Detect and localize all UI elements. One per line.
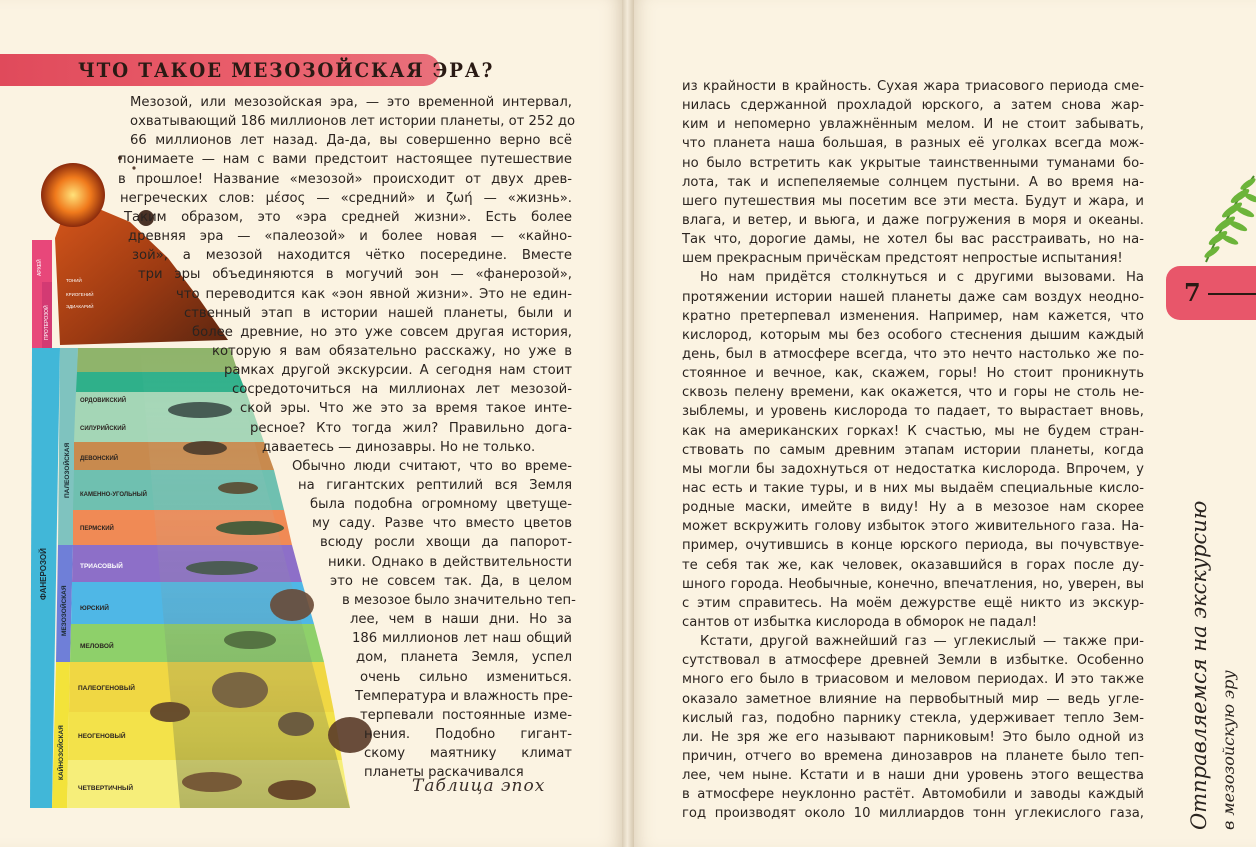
chart-caption: Таблица эпох <box>412 776 546 796</box>
right-text-line: зыблемы, и уровень кислорода то падает, то вырастает вновь, <box>682 404 1144 420</box>
left-text-line: му саду. Разве что вместо цветов <box>312 516 572 532</box>
page-number: 7 <box>1184 278 1201 307</box>
right-text-line: родные маски, имейте в виду! Ну а в мезозое нам скорее <box>682 500 1144 516</box>
upper-label-2: ЭДИАКАРИЙ <box>66 304 94 309</box>
left-text-line: всюду росли хвощи да папорот- <box>320 535 572 551</box>
right-body-text <box>682 77 1144 823</box>
period-label-neogene: НЕОГЕНОВЫЙ <box>78 733 126 740</box>
side-title <box>1172 318 1256 838</box>
period-label-permian: ПЕРМСКИЙ <box>80 526 114 532</box>
right-text-line: причин, отчего во времена динозавров на планете было теп- <box>682 748 1144 764</box>
left-text-line: очень сильно измениться. <box>360 669 572 685</box>
right-text-line: Но нам придётся столкнуться и с другими вызовами. На <box>700 270 1144 286</box>
period-label-devonian: ДЕВОНСКИЙ <box>80 456 119 462</box>
left-text-line: ственный этап в истории нашей планеты, были и <box>184 305 572 321</box>
right-text-line: шного города. Необычные, конечно, впечатления, но, уверен, вы <box>682 576 1144 592</box>
right-text-line: лота, так и испепеляемые солнцем пустыни. А во время на- <box>682 174 1144 190</box>
period-label-quaternary: ЧЕТВЕРТИЧНЫЙ <box>78 785 134 792</box>
right-text-line: сутствовал в атмосфере древней Земли в избытке. Особенно <box>682 653 1144 669</box>
right-text-line: нилась сдержанной прохладой юрского, а затем снова жар- <box>682 98 1144 114</box>
eon-label: ФАНЕРОЗОЙ <box>39 548 48 600</box>
right-text-line: кислород, которым мы без особого стеснения дышим каждый <box>682 327 1144 343</box>
page-heading: ЧТО ТАКОЕ МЕЗОЗОЙСКАЯ ЭРА? <box>78 58 495 82</box>
right-text-line: оказало заметное влияние на первобытный мир — ведь угле- <box>682 691 1144 707</box>
period-label-triassic: ТРИАСОВЫЙ <box>80 563 123 570</box>
right-text-line: кислый газ, подобно парнику стекла, удерживает тепло Зем- <box>682 710 1144 726</box>
left-text-line: более древние, но это уже совсем другая история, <box>192 324 572 340</box>
left-text-line: сосредоточиться на миллионах лет мезозой- <box>232 382 572 398</box>
right-text-line: лее, чем ныне. Кстати и в наши дни уровень этого вещества <box>682 768 1144 784</box>
right-text-line: Так что, дорогие дамы, не хотел бы вас расстраивать, но на- <box>682 232 1144 248</box>
right-text-line: кратно претерпевал изменения. Например, нам кажется, что <box>682 308 1144 324</box>
right-text-line: Кстати, другой важнейший газ — углекислый — также при- <box>700 634 1144 650</box>
left-text-line: это не совсем так. Да, в целом <box>330 573 572 589</box>
side-title-line2: в мезозойскую эру <box>1219 670 1238 830</box>
right-text-line: шем прекрасным причёскам предстоят непростые испытания! <box>682 251 1123 267</box>
right-text-line: в атмосфере неуклонно растёт. Автомобили и заводы каждый <box>682 787 1144 803</box>
left-text-line: 66 миллионов лет назад. Да-да, вы совершенно верно всё <box>130 133 572 149</box>
left-text-line: три эры объединяются в могучий эон — «фанерозой», <box>138 267 572 283</box>
left-text-line: Обычно люди считают, что во време- <box>292 458 572 474</box>
right-text-line: шего путешествия мы посетим все эти места. Будут и жара, и <box>682 193 1144 209</box>
period-label-silurian: СИЛУРИЙСКИЙ <box>80 426 126 432</box>
right-text-line: ким и непомерно увлажнённым мелом. И не стоит забывать, <box>682 117 1144 133</box>
right-text-line: пример, очутившись в конце юрского периода, вы почувствуе- <box>682 538 1144 554</box>
tab-rule <box>1208 293 1256 295</box>
period-label-jurassic: ЮРСКИЙ <box>80 605 109 612</box>
right-text-line: из крайности в крайность. Сухая жара триасового периода сме- <box>682 79 1144 94</box>
left-text-line: ресное? Кто тогда жил? Правильно дога- <box>250 420 572 436</box>
precambrian-label-0: ПРОТЕРОЗОЙ <box>44 305 50 340</box>
left-text-line: что переводится как «эон явной жизни». Это не един- <box>176 286 572 302</box>
right-text-line: влага, и ветер, и вьюга, и даже погружения в моря и океаны. <box>682 212 1144 228</box>
book-gutter <box>622 0 634 847</box>
right-text-line: стоянное и вечное, как, скажем, горы! Но стоит проникнуть <box>682 366 1144 382</box>
right-text-line: сантов от избытка кислорода в обморок не падал! <box>682 614 1038 630</box>
right-text-line: с этим справитесь. На моём дежурстве ещё никто из экскур- <box>682 595 1144 611</box>
fern-icon <box>1200 168 1256 266</box>
left-text-line: негреческих слов: μέσος — «средний» и ζωή — «жизнь». <box>120 190 572 206</box>
right-text-line: день, был в атмосфере всегда, что это нечто настолько же по- <box>682 346 1144 362</box>
left-text-line: на гигантских рептилий вся Земля <box>298 478 572 493</box>
right-text-line: мы могли бы задохнуться от недостатка кислорода. Впрочем, у <box>682 461 1144 477</box>
right-text-line: что планета наша большая, в разных её уголках всегда мож- <box>682 136 1144 152</box>
left-text-line: Мезозой, или мезозойская эра, — это временной интервал, <box>130 95 572 110</box>
left-text-line: нения. Подобно гигант- <box>364 726 572 742</box>
left-text-line: охватывающий 186 миллионов лет истории планеты, от 252 до <box>130 114 576 130</box>
left-text-line: в мезозое было значительно теп- <box>342 592 576 608</box>
left-text-line: 186 миллионов лет наш общий <box>352 631 572 647</box>
left-text-line: дом, планета Земля, успел <box>356 650 572 666</box>
left-text-line: Температура и влажность пре- <box>355 688 573 704</box>
right-text-line: как на американских горках! К счастью, мы не будем стран- <box>682 423 1144 439</box>
left-text-line: лее, чем в наши дни. Но за <box>350 612 572 628</box>
left-text-line: ской эры. Что же это за время такое инте- <box>240 401 572 417</box>
left-text-line: которую я вам обязательно расскажу, но уже в <box>212 343 572 359</box>
left-text-line: в прошлое! Название «мезозой» происходит от двух древ- <box>118 171 572 187</box>
period-label-carboniferous: КАМЕННО-УГОЛЬНЫЙ <box>80 492 147 498</box>
left-text-line: древняя эра — «палеозой» и более новая — «кайно- <box>128 229 572 245</box>
upper-label-1: КРИОГЕНИЙ <box>66 292 94 297</box>
left-text-line: даваетесь — динозавры. Но не только. <box>262 439 536 455</box>
right-text-line: те себя так же, как человек, оказавшийся в горах после ду- <box>682 557 1144 573</box>
right-text-line: протяжении истории нашей планеты даже сам воздух неодно- <box>682 289 1144 305</box>
period-label-cretaceous: МЕЛОВОЙ <box>80 643 114 650</box>
right-text-line: но было встретить как укрытые таинственными туманами бо- <box>682 155 1144 171</box>
left-text-line: ники. Однако в действительности <box>328 554 572 570</box>
right-text-line: много его было в триасовом и меловом периодах. И это также <box>682 672 1144 688</box>
right-text-line: год производят около 10 миллиардов тонн углекислого газа, <box>682 806 1144 822</box>
left-text-line: была подобна огромному цветуще- <box>310 497 572 513</box>
left-text-line: Таким образом, это «эра средней жизни». Есть более <box>124 209 572 225</box>
left-text-line: терпевали постоянные изме- <box>360 707 572 723</box>
left-text-line: планеты раскачивался <box>364 765 524 781</box>
left-text-line: понимаете — нам с вами предстоит настоящее путешествие <box>118 152 572 168</box>
left-text-line: зой», а мезозой находится чётко посередине. Вместе <box>132 248 572 264</box>
right-text-line: ствовать по самым древним этапам истории планеты, когда <box>682 442 1144 458</box>
period-label-paleogene: ПАЛЕОГЕНОВЫЙ <box>78 685 135 692</box>
period-label-ordovician: ОРДОВИКСКИЙ <box>80 398 127 404</box>
right-text-line: может вскружить голову избыток этого живительного газа. На- <box>682 519 1144 535</box>
right-text-line: нас есть и такие туры, и в них мы выдаём специальные кисло- <box>682 480 1144 496</box>
side-title-line1: Отправляемся на экскурсию <box>1187 500 1211 830</box>
molten-planet-image <box>41 163 105 227</box>
era-label-cenozoic: КАЙНОЗОЙСКАЯ <box>58 725 65 780</box>
era-label-paleozoic: ПАЛЕОЗОЙСКАЯ <box>64 442 71 498</box>
right-text-line: ли. Не зря же его называют парниковым! Это было одной из <box>682 729 1144 745</box>
left-text-line: скому маятнику климат <box>364 746 572 762</box>
upper-label-0: ТОНИЙ <box>66 278 82 283</box>
precambrian-label-1: АРХЕЙ <box>37 259 43 276</box>
era-label-mesozoic: МЕЗОЗОЙСКАЯ <box>61 585 68 636</box>
right-text-line: сквозь пелену времени, как окажется, что и горы не столь не- <box>682 385 1144 401</box>
left-text-line: рамках другой экскурсии. А сегодня нам стоит <box>224 363 572 379</box>
